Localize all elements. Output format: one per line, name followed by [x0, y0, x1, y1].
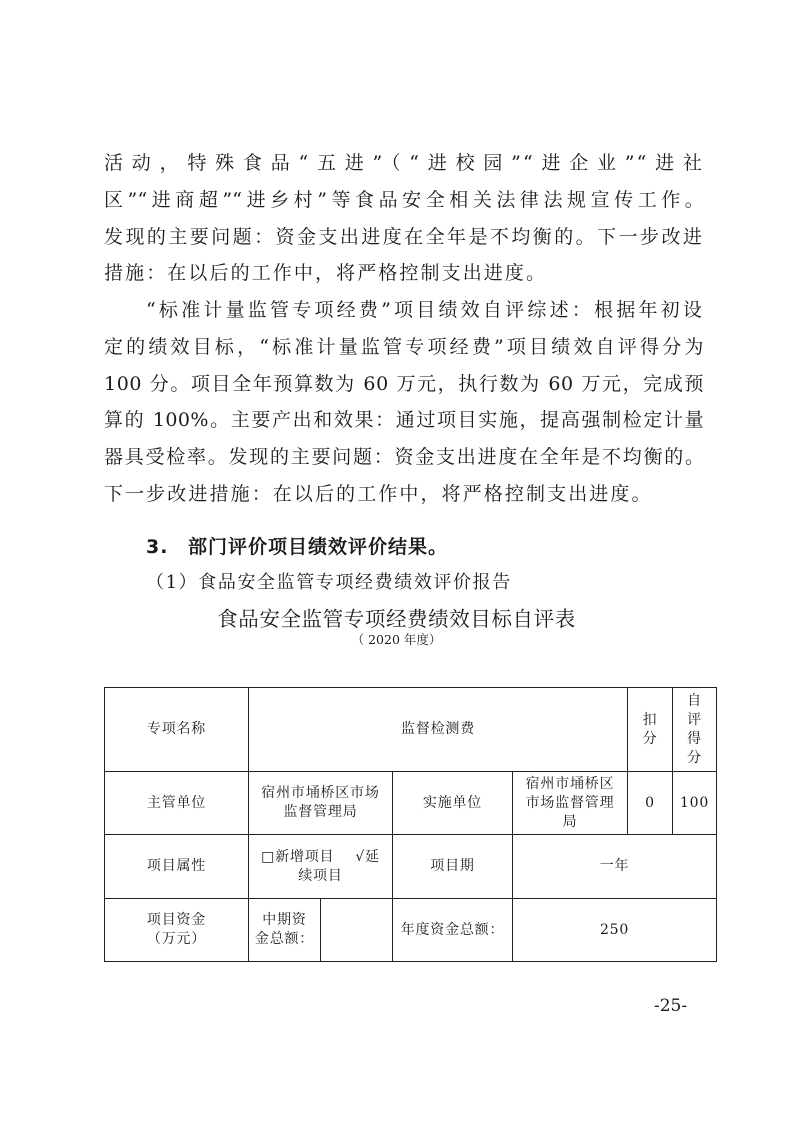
new-project-checkbox: □新增项目	[261, 848, 335, 865]
page-number: -25-	[654, 996, 688, 1016]
table-row	[105, 688, 717, 772]
subheading: （1）食品安全监管专项经费绩效评价报告	[146, 572, 512, 593]
funds-label: 项目资金 （万元）	[105, 899, 249, 962]
implementing-unit-label: 实施单位	[393, 772, 513, 835]
table-row	[105, 772, 717, 835]
paragraph-food-safety-summary	[104, 145, 704, 292]
section-title: 部门评价项目绩效评价结果。	[188, 536, 449, 558]
annual-funds-value: 250	[513, 899, 717, 962]
section-heading	[146, 532, 448, 559]
paragraph-metrology-summary	[104, 292, 704, 513]
text-line: 区”“进商超”“进乡村”等食品安全相关法律法规宣传工作。	[104, 188, 704, 211]
table-row	[105, 899, 717, 962]
section-number: 3.	[146, 536, 169, 558]
deduction-header: 扣 分	[628, 688, 673, 772]
continued-project-check: √延	[355, 848, 380, 865]
project-name-value: 监督检测费	[249, 688, 628, 772]
text-line: 算的 100%。主要产出和效果：通过项目实施，提高强制检定计量	[104, 409, 704, 432]
midterm-funds-label: 中期资 金总额：	[249, 899, 321, 962]
deduction-value: 0	[628, 772, 673, 835]
competent-unit-value: 宿州市埇桥区市场 监督管理局	[249, 772, 393, 835]
competent-unit-label: 主管单位	[105, 772, 249, 835]
text-line: 发现的主要问题：资金支出进度在全年是不均衡的。下一步改进	[104, 225, 704, 248]
text-line: 100 分。项目全年预算数为 60 万元，执行数为 60 万元，完成预	[104, 372, 704, 395]
midterm-funds-value	[321, 899, 393, 962]
self-score-header: 自 评 得 分	[673, 688, 717, 772]
text-line: 下一步改进措施：在以后的工作中，将严格控制支出进度。	[104, 482, 653, 505]
attribute-value: □新增项目 √延 续项目	[249, 835, 393, 899]
annual-funds-label: 年度资金总额：	[393, 899, 513, 962]
text-line: 定的绩效目标，“标准计量监管专项经费”项目绩效自评得分为	[104, 335, 704, 358]
table-year: （ 2020 年度）	[351, 632, 442, 647]
text-line: 器具受检率。发现的主要问题：资金支出进度在全年是不均衡的。	[104, 446, 704, 469]
period-label: 项目期	[393, 835, 513, 899]
table-title: 食品安全监管专项经费绩效目标自评表	[217, 607, 576, 631]
self-evaluation-table	[104, 687, 717, 962]
implementing-unit-value: 宿州市埇桥区 市场监督管理 局	[513, 772, 628, 835]
text-line: 活动，特殊食品“五进”（“进校园”“进企业”“进社	[104, 152, 704, 174]
table-row	[105, 835, 717, 899]
text-line: “标准计量监管专项经费”项目绩效自评综述：根据年初设	[146, 299, 704, 321]
project-name-label: 专项名称	[105, 688, 249, 772]
self-score-value: 100	[673, 772, 717, 835]
period-value: 一年	[513, 835, 717, 899]
attribute-label: 项目属性	[105, 835, 249, 899]
text-line: 措施：在以后的工作中，将严格控制支出进度。	[104, 262, 548, 285]
